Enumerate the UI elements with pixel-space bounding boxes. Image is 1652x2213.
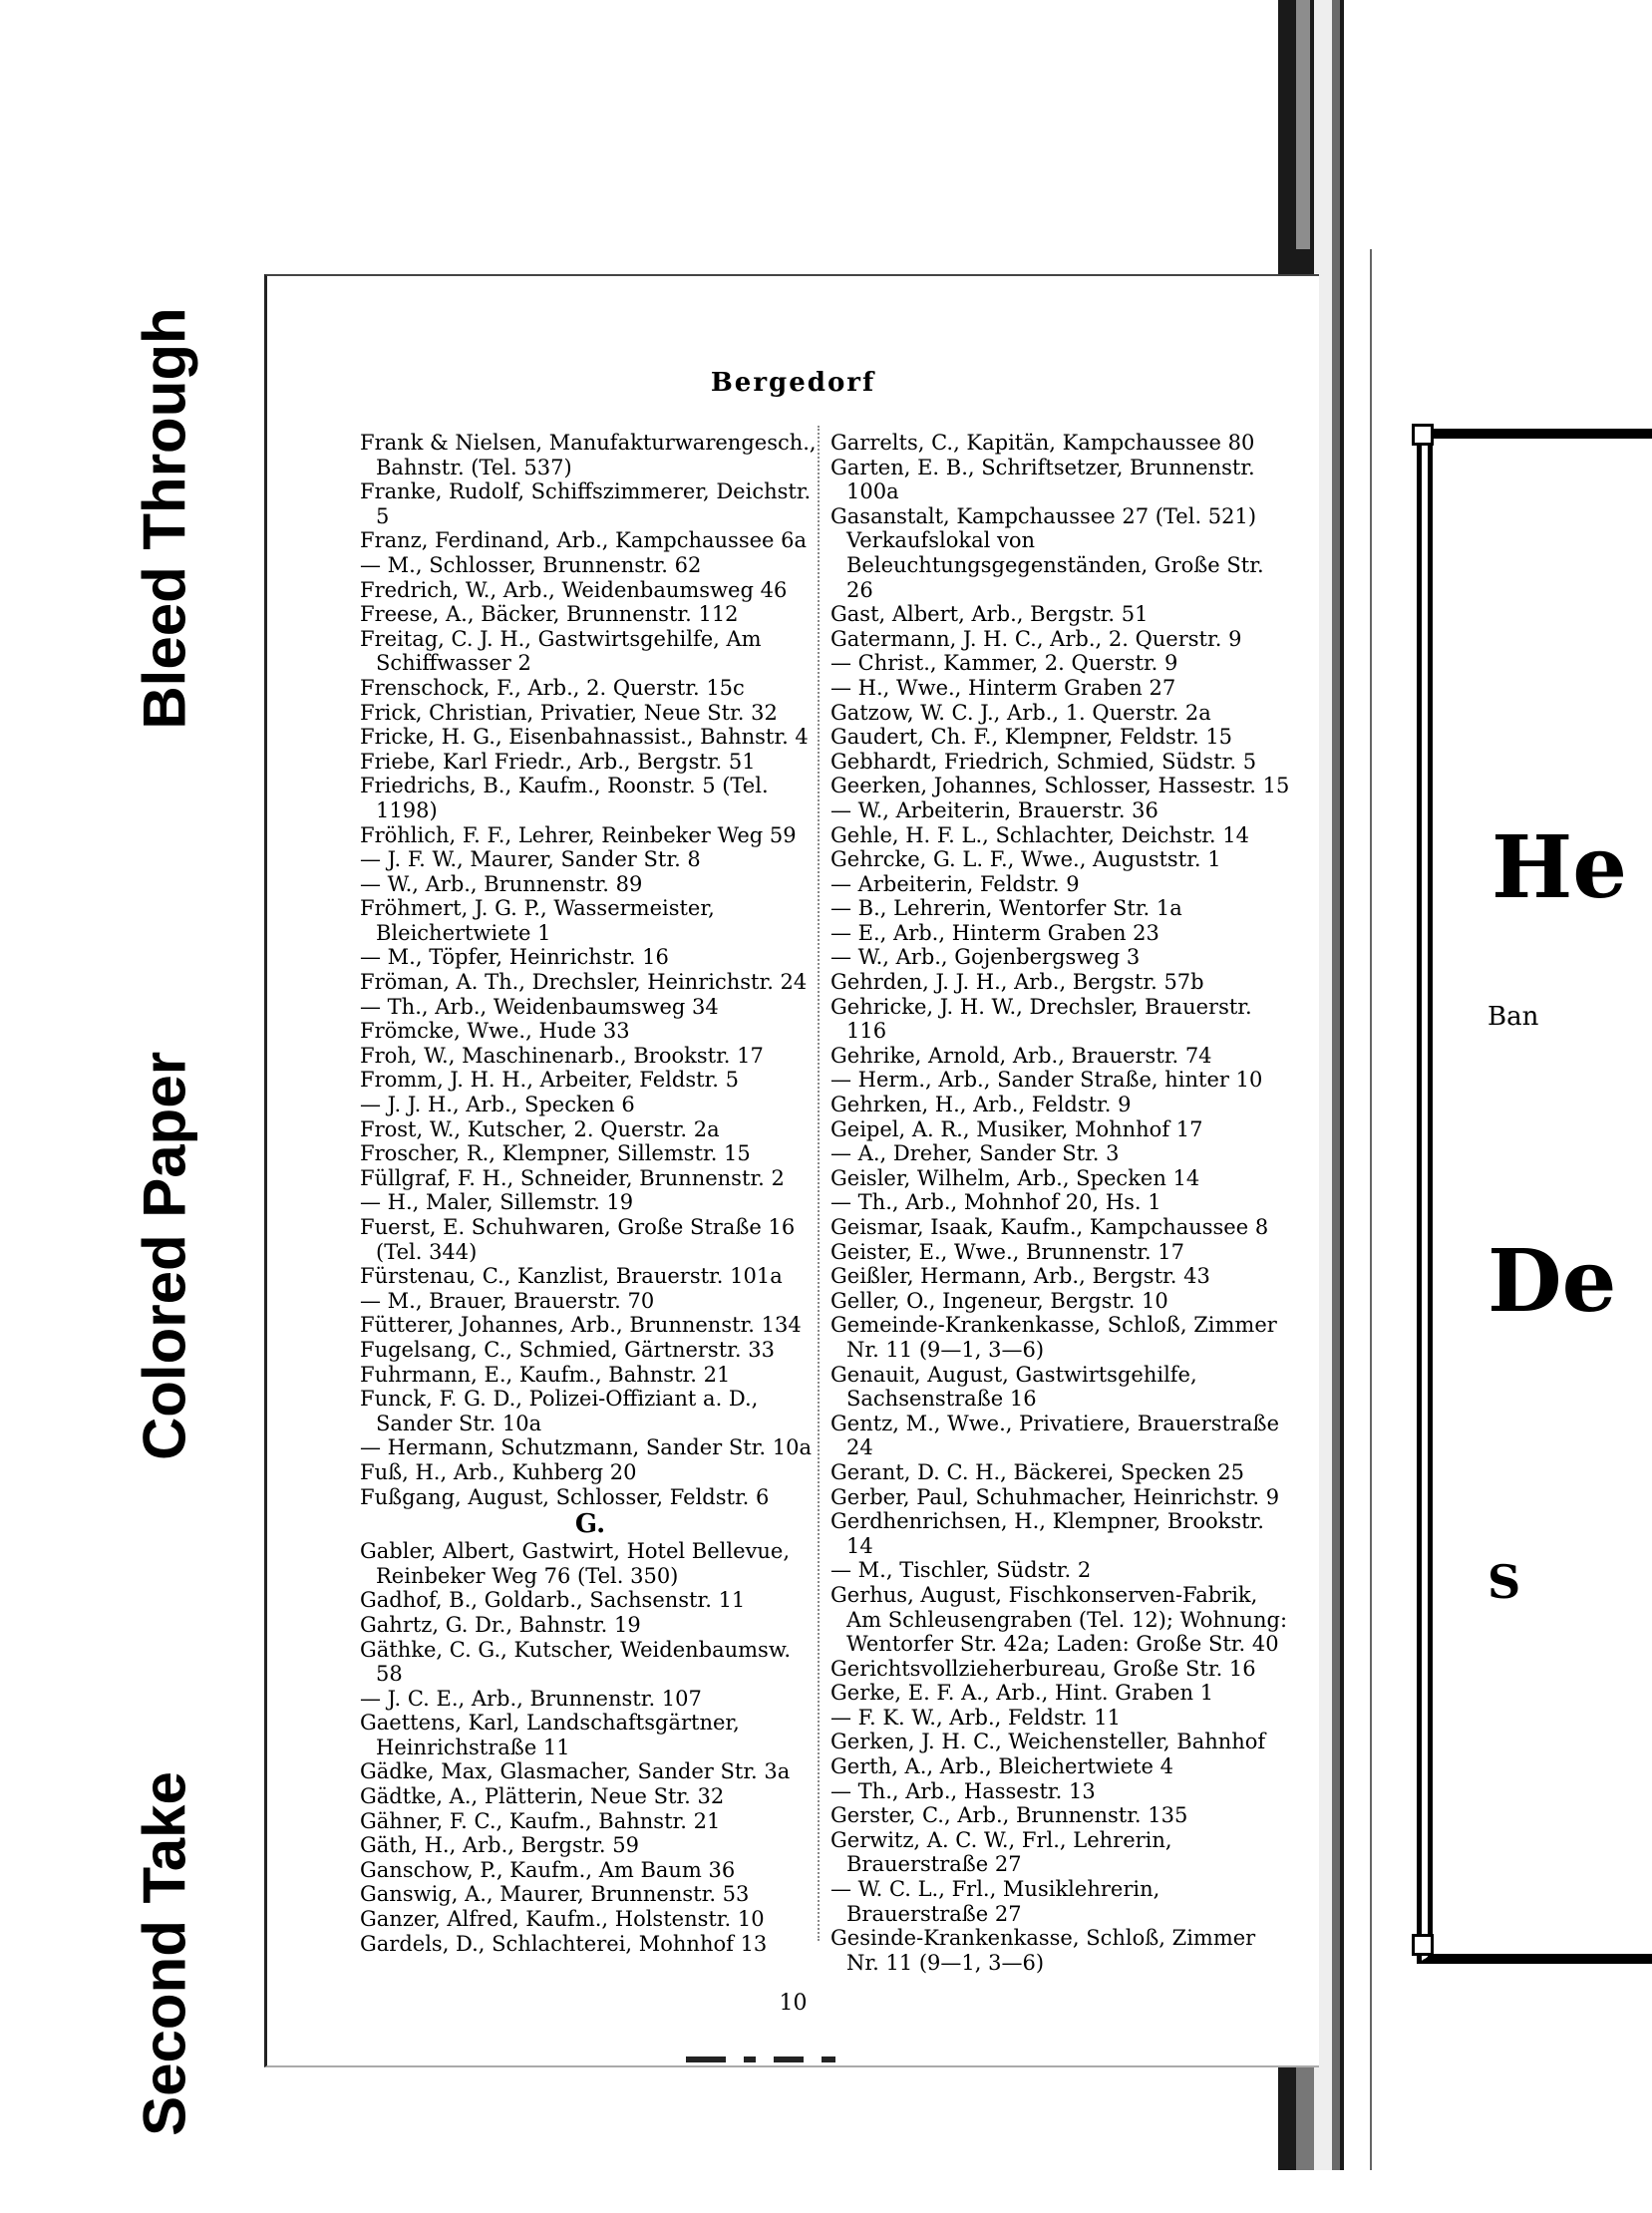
directory-entry: — W., Arb., Gojenbergsweg 3	[830, 945, 1141, 970]
directory-entry: Gehrike, Arnold, Arb., Brauerstr. 74	[830, 1043, 1212, 1068]
directory-entry: Frenschock, F., Arb., 2. Querstr. 15c	[360, 675, 745, 700]
page-number: 10	[779, 1991, 808, 2016]
directory-entry: Gadhof, B., Goldarb., Sachsenstr. 11	[360, 1588, 746, 1613]
directory-entry: Gädtke, A., Plätterin, Neue Str. 32	[360, 1784, 725, 1809]
directory-entry: Frank & Nielsen, Manufakturwarengesch., Bahnstr. (Tel. 537)	[360, 431, 817, 479]
directory-entry: — J. J. H., Arb., Specken 6	[360, 1093, 635, 1117]
directory-entry: Fredrich, W., Arb., Weidenbaumsweg 46	[360, 577, 788, 602]
column-divider	[818, 426, 821, 1941]
directory-entry: Gatermann, J. H. C., Arb., 2. Querstr. 9	[830, 626, 1242, 651]
directory-entry: — W., Arbeiterin, Brauerstr. 36	[830, 797, 1158, 822]
directory-entry: Gädke, Max, Glasmacher, Sander Str. 3a	[360, 1759, 791, 1784]
directory-entry: Gehrcke, G. L. F., Wwe., Auguststr. 1	[830, 847, 1221, 872]
directory-entry: Ganschow, P., Kaufm., Am Baum 36	[360, 1857, 736, 1882]
directory-entry: Gerth, A., Arb., Bleichertwiete 4	[830, 1754, 1173, 1779]
side-labels	[110, 209, 219, 2136]
directory-entry: Gehle, H. F. L., Schlachter, Deichstr. 14	[830, 822, 1249, 847]
print-smudge	[686, 2049, 945, 2062]
directory-entry: Gähner, F. C., Kaufm., Bahnstr. 21	[360, 1808, 721, 1833]
directory-entry: Franke, Rudolf, Schiffszimmerer, Deichstr. 5	[360, 479, 812, 528]
directory-entry: Gabler, Albert, Gastwirt, Hotel Bellevue, Reinbeker Weg 76 (Tel. 350)	[360, 1539, 791, 1588]
directory-entry: Fußgang, August, Schlosser, Feldstr. 6	[360, 1484, 770, 1509]
directory-entry: Gasanstalt, Kampchaussee 27 (Tel. 521) Verkaufslokal von Beleuchtungsgegenständen, Große Str. 26	[830, 503, 1264, 602]
directory-entry: — Th., Arb., Mohnhof 20, Hs. 1	[830, 1190, 1161, 1215]
directory-entry: Gemeinde-Krankenkasse, Schloß, Zimmer Nr. 11 (9—1, 3—6)	[830, 1313, 1277, 1362]
directory-entry: — Christ., Kammer, 2. Querstr. 9	[830, 651, 1178, 676]
directory-entry: Gerber, Paul, Schuhmacher, Heinrichstr. 9	[830, 1484, 1280, 1509]
directory-entry: Gentz, M., Wwe., Privatiere, Brauerstraße 24	[830, 1411, 1280, 1460]
directory-entry: Gebhardt, Friedrich, Schmied, Südstr. 5	[830, 749, 1257, 774]
directory-entry: Geerken, Johannes, Schlosser, Hassestr. 15	[830, 774, 1290, 798]
directory-entry: — H., Maler, Sillemstr. 19	[360, 1190, 634, 1215]
directory-entry: — E., Arb., Hinterm Graben 23	[830, 920, 1159, 945]
directory-entry: Gaudert, Ch. F., Klempner, Feldstr. 15	[830, 725, 1233, 750]
directory-entry: Friebe, Karl Friedr., Arb., Bergstr. 51	[360, 749, 756, 774]
next-page-fragment	[1370, 249, 1627, 2170]
directory-entry: Funck, F. G. D., Polizei-Offiziant a. D., Sander Str. 10a	[360, 1387, 759, 1435]
directory-entry: Garten, E. B., Schriftsetzer, Brunnenstr. 100a	[830, 455, 1255, 504]
directory-entry: Froscher, R., Klempner, Sillemstr. 15	[360, 1141, 751, 1166]
directory-entry: Gaettens, Karl, Landschaftsgärtner, Heinrichstraße 11	[360, 1711, 740, 1759]
directory-entry: Freitag, C. J. H., Gastwirtsgehilfe, Am Schiffwasser 2	[360, 626, 762, 676]
section-letter: G.	[574, 1509, 606, 1540]
directory-entry: Fröhmert, J. G. P., Wassermeister, Bleichertwiete 1	[360, 896, 715, 945]
ad-text-fragment: De	[1487, 1231, 1617, 1332]
directory-entry: Gerwitz, A. C. W., Frl., Lehrerin, Brauerstraße 27	[830, 1827, 1172, 1877]
running-head: Bergedorf	[710, 368, 876, 398]
ad-corner-ornament	[1412, 424, 1434, 446]
ad-corner-ornament	[1412, 1934, 1434, 1956]
directory-entry: — W. C. L., Frl., Musiklehrerin, Brauerstraße 27	[830, 1877, 1160, 1926]
directory-entry: — Herm., Arb., Sander Straße, hinter 10	[830, 1068, 1263, 1093]
directory-entry: Geller, O., Ingeneur, Bergstr. 10	[830, 1288, 1168, 1313]
directory-entry: — M., Töpfer, Heinrichstr. 16	[360, 945, 669, 970]
directory-entry: Geipel, A. R., Musiker, Mohnhof 17	[830, 1116, 1203, 1141]
directory-entry: Gerhus, August, Fischkonserven-Fabrik, Am Schleusengraben (Tel. 12); Wohnung: Wentorfer Str. 42a; Laden: Große Str. 40	[830, 1582, 1288, 1657]
directory-entry: Geisler, Wilhelm, Arb., Specken 14	[830, 1165, 1200, 1190]
directory-entry: Froh, W., Maschinenarb., Brookstr. 17	[360, 1043, 764, 1068]
directory-entry: Gerdhenrichsen, H., Klempner, Brookstr. 14	[830, 1509, 1264, 1558]
directory-entry: Gerant, D. C. H., Bäckerei, Specken 25	[830, 1459, 1245, 1484]
directory-entry: Gahrtz, G. Dr., Bahnstr. 19	[360, 1612, 641, 1637]
directory-entry: Gerster, C., Arb., Brunnenstr. 135	[830, 1803, 1188, 1828]
ad-border-frame	[1417, 429, 1652, 1964]
directory-entry: Fuerst, E. Schuhwaren, Große Straße 16 (Tel. 344)	[360, 1215, 796, 1264]
directory-page	[264, 274, 1319, 2067]
directory-entry: — J. C. E., Arb., Brunnenstr. 107	[360, 1686, 702, 1711]
directory-entry: Ganswig, A., Maurer, Brunnenstr. 53	[360, 1882, 750, 1907]
directory-entry: Gast, Albert, Arb., Bergstr. 51	[830, 602, 1149, 627]
directory-entry: — A., Dreher, Sander Str. 3	[830, 1141, 1120, 1166]
directory-entry: Ganzer, Alfred, Kaufm., Holstenstr. 10	[360, 1907, 765, 1932]
side-label-second-take: Second Take	[131, 1771, 198, 2136]
directory-entry: Genauit, August, Gastwirtsgehilfe, Sachsenstraße 16	[830, 1362, 1197, 1412]
directory-entry: Fromm, J. H. H., Arbeiter, Feldstr. 5	[360, 1068, 739, 1093]
directory-entry: Gerke, E. F. A., Arb., Hint. Graben 1	[830, 1681, 1214, 1706]
directory-entry: Friedrichs, B., Kaufm., Roonstr. 5 (Tel. 1198)	[360, 774, 769, 822]
directory-entry: Frost, W., Kutscher, 2. Querstr. 2a	[360, 1116, 720, 1141]
ad-text-fragment: S	[1487, 1555, 1521, 1609]
directory-entry: Fütterer, Johannes, Arb., Brunnenstr. 134	[360, 1313, 802, 1338]
side-label-colored-paper: Colored Paper	[131, 1051, 198, 1461]
directory-entry: — H., Wwe., Hinterm Graben 27	[830, 675, 1176, 700]
directory-entry: Gehricke, J. H. W., Drechsler, Brauerstr. 116	[830, 994, 1252, 1044]
ad-text-fragment: Ban	[1487, 1002, 1539, 1032]
directory-entry: — M., Brauer, Brauerstr. 70	[360, 1288, 655, 1313]
directory-entry: Fricke, H. G., Eisenbahnassist., Bahnstr. 4	[360, 725, 809, 750]
directory-entry: — M., Schlosser, Brunnenstr. 62	[360, 552, 702, 577]
directory-entry: Fuß, H., Arb., Kuhberg 20	[360, 1459, 637, 1484]
gutter-highlight	[1296, 0, 1310, 249]
directory-entry: Gardels, D., Schlachterei, Mohnhof 13	[360, 1931, 768, 1956]
directory-entry: Geißler, Hermann, Arb., Bergstr. 43	[830, 1264, 1210, 1289]
directory-entry: Gäthke, C. G., Kutscher, Weidenbaumsw. 58	[360, 1637, 791, 1687]
directory-entry: — B., Lehrerin, Wentorfer Str. 1a	[830, 896, 1182, 921]
directory-entry: Geister, E., Wwe., Brunnenstr. 17	[830, 1239, 1185, 1264]
directory-entry: — Hermann, Schutzmann, Sander Str. 10a	[360, 1435, 812, 1460]
directory-entry: Gerken, J. H. C., Weichensteller, Bahnhof	[830, 1730, 1266, 1754]
directory-entry: Franz, Ferdinand, Arb., Kampchaussee 6a	[360, 528, 808, 553]
directory-entry: Gäth, H., Arb., Bergstr. 59	[360, 1833, 639, 1858]
left-column	[360, 431, 821, 1956]
directory-entry: Frick, Christian, Privatier, Neue Str. 32	[360, 700, 778, 725]
directory-entry: Füllgraf, F. H., Schneider, Brunnenstr. 2	[360, 1165, 785, 1190]
directory-entry: — W., Arb., Brunnenstr. 89	[360, 871, 643, 896]
ad-text-fragment: He	[1491, 817, 1627, 918]
directory-entry: Gehrden, J. J. H., Arb., Bergstr. 57b	[830, 970, 1204, 995]
directory-entry: Fugelsang, C., Schmied, Gärtnerstr. 33	[360, 1337, 775, 1362]
directory-entry: Geismar, Isaak, Kaufm., Kampchaussee 8	[830, 1215, 1269, 1239]
directory-entry: Gesinde-Krankenkasse, Schloß, Zimmer Nr. 11 (9—1, 3—6)	[830, 1926, 1256, 1975]
directory-entry: Fuhrmann, E., Kaufm., Bahnstr. 21	[360, 1362, 731, 1387]
directory-entry: — F. K. W., Arb., Feldstr. 11	[830, 1705, 1122, 1730]
directory-entry: — Th., Arb., Hassestr. 13	[830, 1778, 1096, 1803]
directory-entry: — Arbeiterin, Feldstr. 9	[830, 871, 1080, 896]
directory-entry: Fröman, A. Th., Drechsler, Heinrichstr. 24	[360, 970, 808, 995]
directory-entry: Garrelts, C., Kapitän, Kampchaussee 80	[830, 431, 1255, 455]
directory-entry: Fröhlich, F. F., Lehrer, Reinbeker Weg 59	[360, 822, 797, 847]
directory-entry: — Th., Arb., Weidenbaumsweg 34	[360, 994, 719, 1019]
directory-entry: Frömcke, Wwe., Hude 33	[360, 1019, 630, 1044]
directory-entry: Gerichtsvollzieherbureau, Große Str. 16	[830, 1656, 1256, 1681]
directory-entry: Gatzow, W. C. J., Arb., 1. Querstr. 2a	[830, 700, 1211, 725]
directory-entry: — J. F. W., Maurer, Sander Str. 8	[360, 847, 701, 872]
directory-entry: — M., Tischler, Südstr. 2	[830, 1558, 1092, 1583]
gutter-shadow	[1332, 0, 1340, 2170]
right-column	[830, 431, 1291, 1975]
directory-entry: Fürstenau, C., Kanzlist, Brauerstr. 101a	[360, 1264, 783, 1289]
directory-entry: Gehrken, H., Arb., Feldstr. 9	[830, 1093, 1132, 1117]
directory-entry: Freese, A., Bäcker, Brunnenstr. 112	[360, 602, 739, 627]
side-label-bleed-through: Bleed Through	[131, 307, 198, 730]
